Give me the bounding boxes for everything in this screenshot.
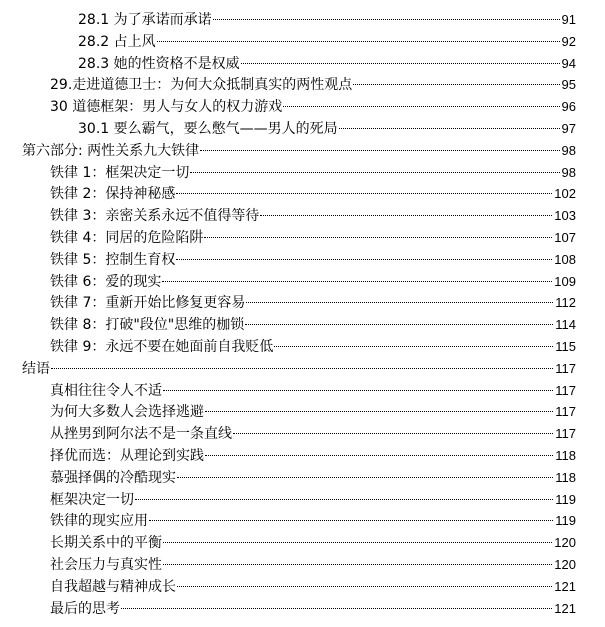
toc-entry[interactable] [78, 53, 576, 74]
toc-entry-page: 96 [561, 99, 576, 114]
dot-leader [162, 281, 552, 282]
toc-entry[interactable] [22, 140, 576, 161]
dot-leader [241, 63, 560, 64]
toc-entry-page: 120 [554, 557, 576, 572]
toc-entry-page: 117 [555, 361, 576, 376]
toc-entry[interactable] [50, 271, 576, 292]
toc-entry-title: 28.3 她的性资格不是权威 [78, 56, 240, 72]
toc-entry-page: 117 [555, 383, 576, 398]
toc-entry-title: 从挫男到阿尔法不是一条直线 [50, 426, 232, 442]
toc-entry[interactable] [50, 401, 576, 422]
toc-entry-title: 28.1 为了承诺而承诺 [78, 12, 212, 28]
dot-leader [274, 346, 553, 347]
dot-leader [233, 433, 553, 434]
toc-entry[interactable] [78, 118, 576, 139]
toc-entry[interactable] [78, 31, 576, 52]
toc-entry[interactable] [50, 489, 576, 510]
dot-leader [205, 455, 553, 456]
toc-entry-page: 95 [561, 77, 576, 92]
toc-entry-title: 框架决定一切 [50, 492, 134, 508]
toc-entry[interactable] [50, 467, 576, 488]
toc-entry-page: 118 [555, 470, 576, 485]
toc-entry-title: 铁律 1：框架决定一切 [50, 165, 190, 181]
toc-entry[interactable] [50, 598, 576, 619]
toc-entry-page: 107 [554, 230, 576, 245]
toc-entry-title: 铁律 7：重新开始比修复更容易 [50, 295, 246, 311]
toc-entry-page: 102 [554, 186, 576, 201]
dot-leader [177, 586, 552, 587]
toc-entry[interactable] [50, 314, 576, 335]
toc-entry[interactable] [50, 249, 576, 270]
toc-entry-title: 择优而选：从理论到实践 [50, 448, 204, 464]
toc-entry-page: 119 [555, 513, 576, 528]
toc-entry-title: 慕强择偶的冷酷现实 [50, 470, 176, 486]
toc-entry-title: 结语 [22, 361, 50, 377]
dot-leader [177, 477, 553, 478]
dot-leader [51, 368, 553, 369]
toc-entry[interactable] [50, 162, 576, 183]
toc-entry-page: 94 [561, 56, 576, 71]
toc-entry-title: 30 道德框架：男人与女人的权力游戏 [50, 99, 283, 115]
toc-entry-page: 103 [554, 208, 576, 223]
dot-leader [190, 172, 559, 173]
toc-entry-title: 铁律 4：同居的危险陷阱 [50, 230, 204, 246]
toc-entry[interactable] [50, 532, 576, 553]
toc-entry-page: 117 [555, 404, 576, 419]
toc-entry-title: 铁律的现实应用 [50, 513, 148, 529]
toc-entry-page: 98 [561, 165, 576, 180]
toc-entry-title: 29.走进道德卫士：为何大众抵制真实的两性观点 [50, 77, 353, 93]
toc-entry-title: 为何大多数人会选择逃避 [50, 404, 204, 420]
dot-leader [121, 608, 552, 609]
toc-entry-page: 114 [555, 317, 576, 332]
toc-entry-title: 最后的思考 [50, 601, 120, 617]
toc-entry[interactable] [78, 9, 576, 30]
dot-leader [260, 215, 552, 216]
dot-leader [163, 564, 552, 565]
toc-entry[interactable] [50, 336, 576, 357]
toc-entry[interactable] [50, 576, 576, 597]
toc-entry-title: 铁律 3：亲密关系永远不值得等待 [50, 208, 260, 224]
toc-entry-title: 第六部分: 两性关系九大铁律 [22, 143, 200, 159]
toc-entry-title: 铁律 6：爱的现实 [50, 274, 162, 290]
dot-leader [339, 128, 560, 129]
dot-leader [283, 106, 559, 107]
dot-leader [246, 302, 553, 303]
toc-entry-title: 社会压力与真实性 [50, 557, 162, 573]
toc-entry-page: 109 [554, 274, 576, 289]
dot-leader [163, 542, 552, 543]
toc-entry[interactable] [50, 445, 576, 466]
toc-entry-title: 长期关系中的平衡 [50, 535, 162, 551]
dot-leader [176, 193, 552, 194]
dot-leader [213, 19, 560, 20]
dot-leader [205, 411, 553, 412]
dot-leader [176, 259, 552, 260]
toc-entry-page: 121 [554, 601, 576, 616]
toc-entry-page: 97 [561, 121, 576, 136]
toc-entry[interactable] [50, 227, 576, 248]
toc-entry[interactable] [50, 183, 576, 204]
dot-leader [245, 324, 553, 325]
toc-entry-title: 铁律 2：保持神秘感 [50, 186, 176, 202]
toc-entry-page: 117 [555, 426, 576, 441]
toc-entry-title: 铁律 5：控制生育权 [50, 252, 176, 268]
dot-leader [157, 41, 560, 42]
toc-entry-page: 115 [555, 339, 576, 354]
toc-entry[interactable] [50, 510, 576, 531]
toc-entry-page: 112 [555, 295, 576, 310]
dot-leader [200, 150, 559, 151]
toc-entry-page: 118 [555, 448, 576, 463]
dot-leader [353, 84, 559, 85]
toc-entry-page: 92 [561, 34, 576, 49]
toc-entry[interactable] [50, 292, 576, 313]
toc-entry-title: 铁律 9：永远不要在她面前自我贬低 [50, 339, 274, 355]
toc-entry-page: 121 [554, 579, 576, 594]
toc-entry-title: 真相往往令人不适 [50, 383, 162, 399]
toc-entry-page: 91 [561, 12, 576, 27]
toc-entry[interactable] [50, 74, 576, 95]
toc-entry-title: 铁律 8：打破"段位"思维的枷锁 [50, 317, 245, 333]
dot-leader [204, 237, 552, 238]
toc-entry[interactable] [50, 96, 576, 117]
dot-leader [149, 520, 553, 521]
dot-leader [163, 390, 553, 391]
toc-entry-page: 120 [554, 535, 576, 550]
toc-entry-title: 自我超越与精神成长 [50, 579, 176, 595]
toc-entry[interactable] [50, 554, 576, 575]
toc-entry[interactable] [50, 205, 576, 226]
toc-entry-title: 28.2 占上风 [78, 34, 156, 50]
toc-entry-page: 119 [555, 492, 576, 507]
toc-entry[interactable] [50, 423, 576, 444]
toc-entry-page: 108 [554, 252, 576, 267]
toc-entry[interactable] [22, 358, 576, 379]
toc-entry-page: 98 [561, 143, 576, 158]
dot-leader [135, 499, 553, 500]
toc-entry[interactable] [50, 380, 576, 401]
toc-entry-title: 30.1 要么霸气，要么憋气——男人的死局 [78, 121, 338, 137]
